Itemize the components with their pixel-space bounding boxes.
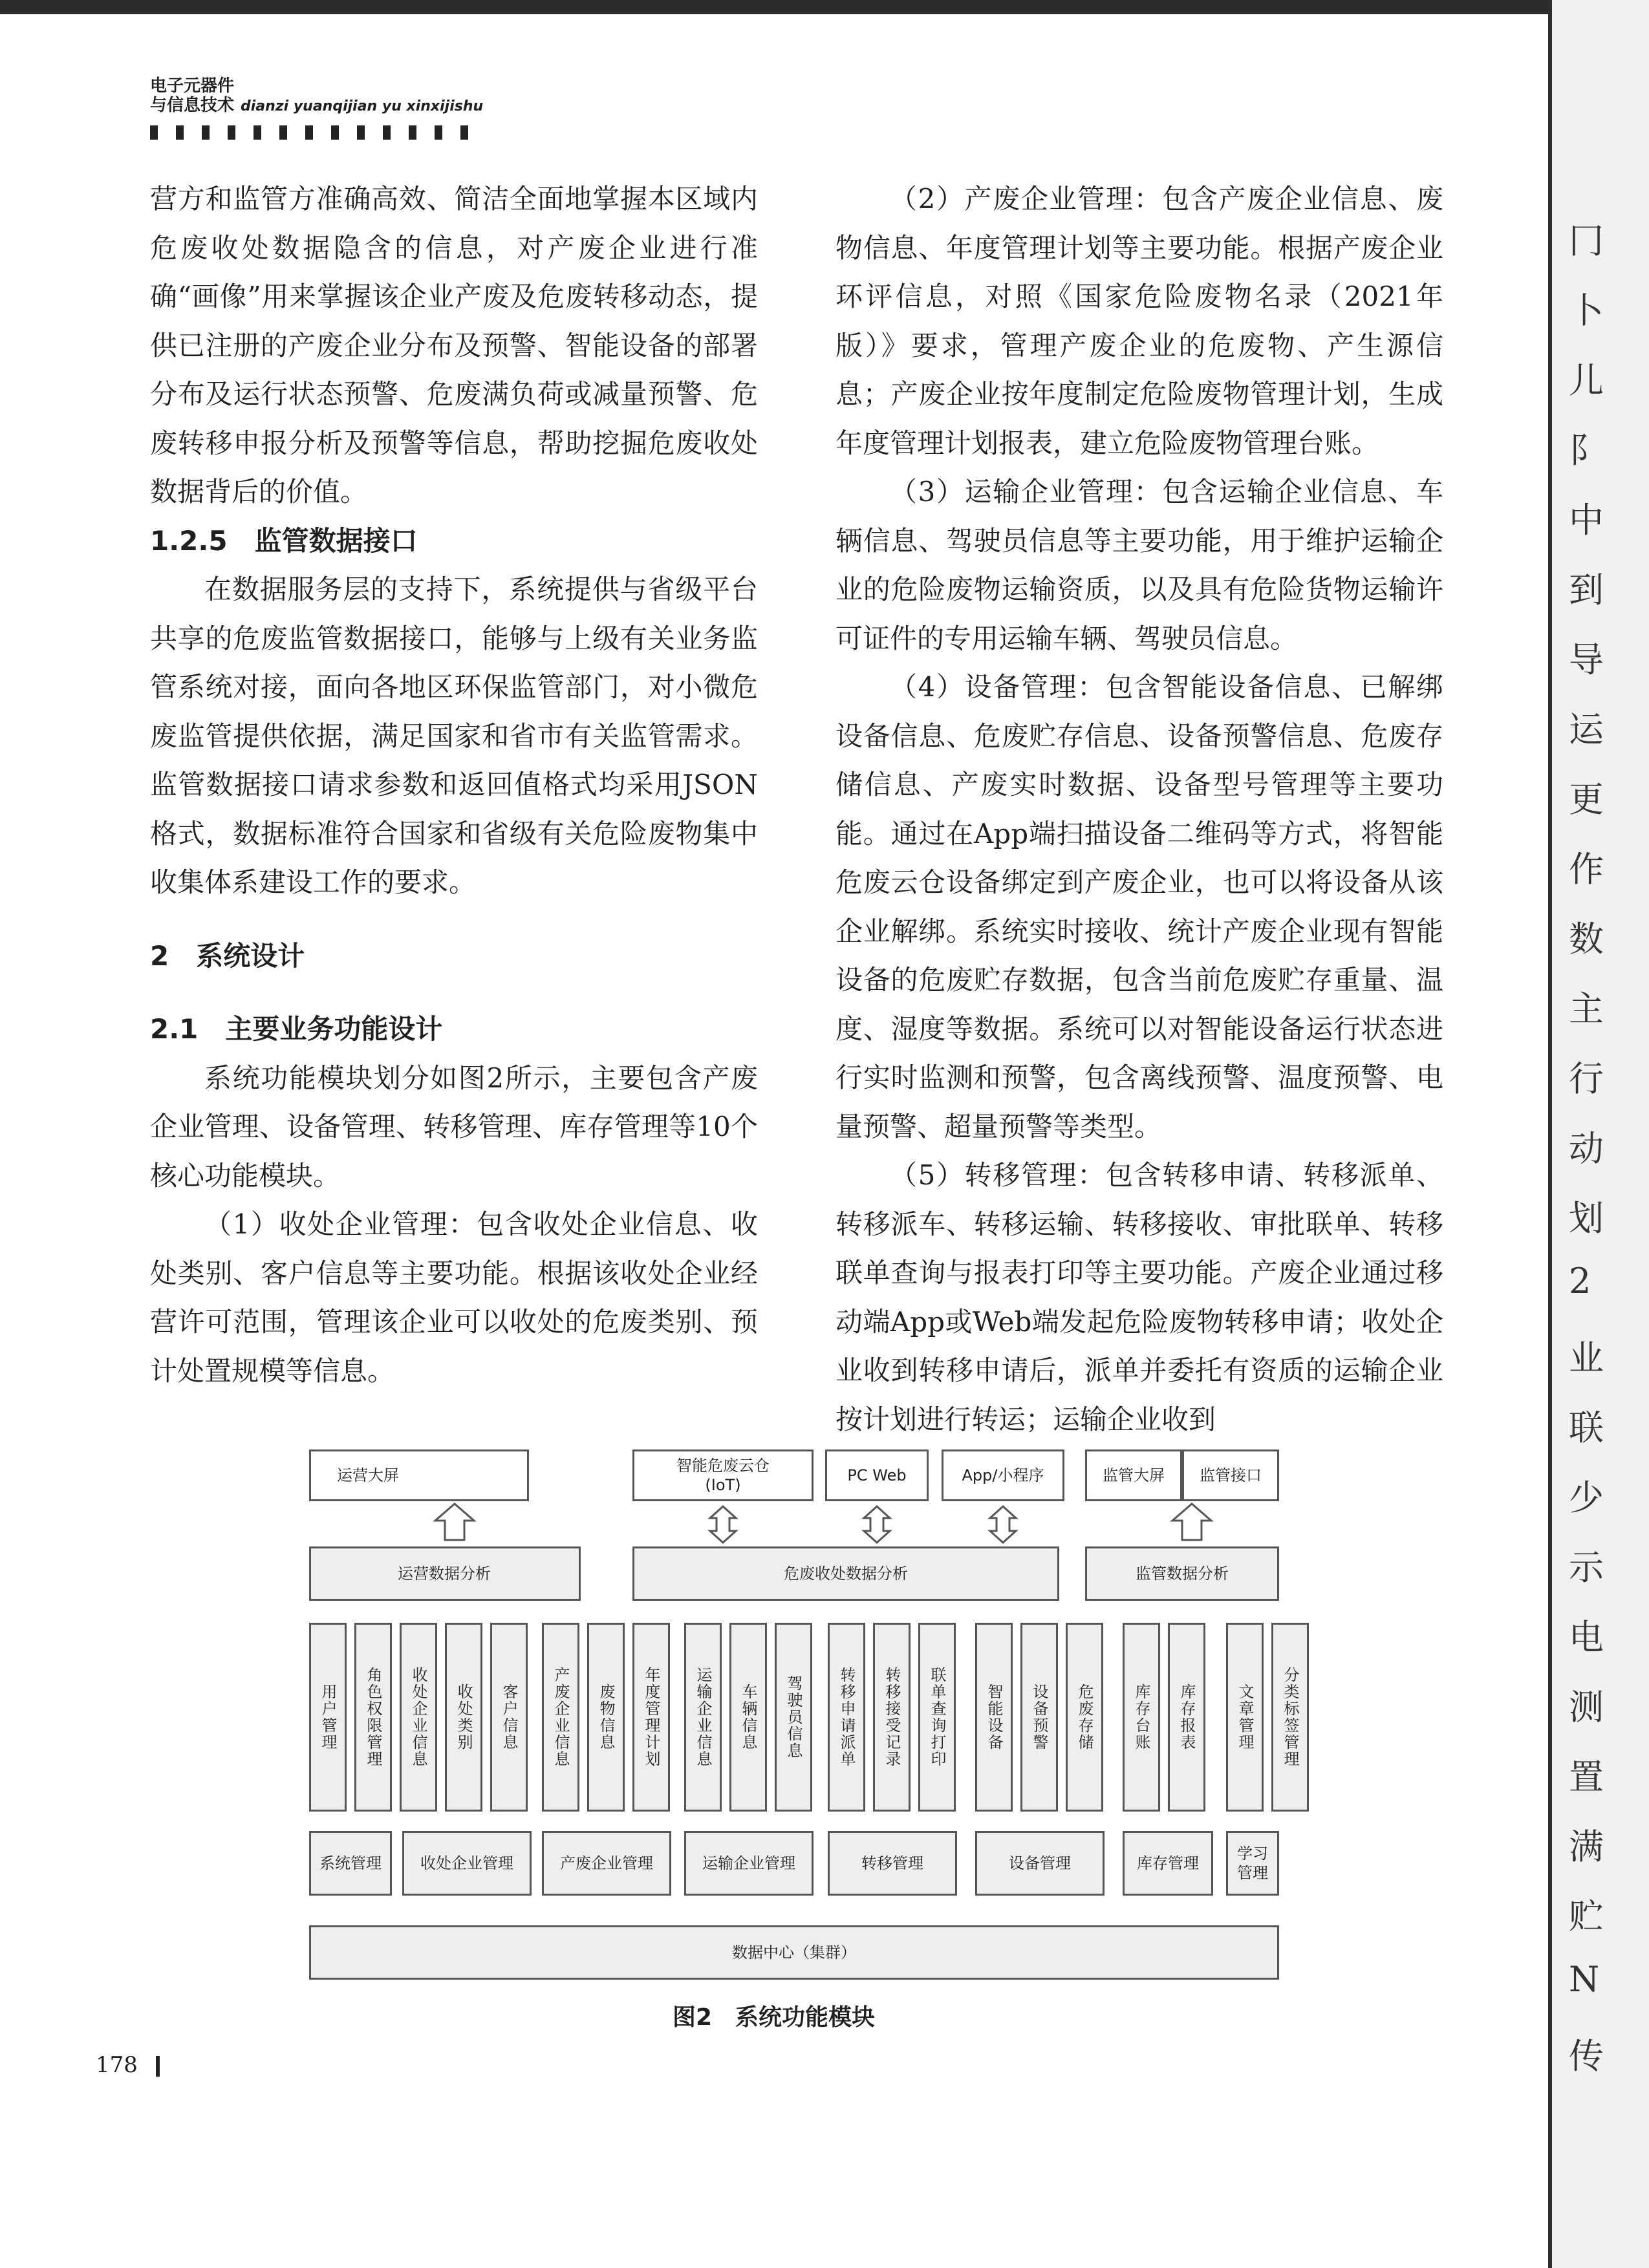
edge-glyph: 少 (1569, 1477, 1604, 1518)
journal-pinyin: dianzi yuanqijian yu xinxijishu (241, 98, 484, 114)
module-box: 转移管理 (828, 1831, 957, 1896)
edge-glyph: 导 (1569, 639, 1604, 680)
module-box: 学习管理 (1226, 1831, 1279, 1896)
right-column (835, 175, 1443, 1444)
edge-glyph: 作 (1569, 849, 1604, 890)
paragraph: （1）收处企业管理：包含收处企业信息、收处类别、客户信息等主要功能。根据该收处企业经营许可范围，管理该企业可以收处的危废类别、预计处置规模等信息。 (150, 1208, 758, 1387)
feature-box: 产废企业信息 (542, 1623, 579, 1812)
figure-caption: 图2 系统功能模块 (673, 2004, 876, 2031)
iot-label: 智能危废云仓 (676, 1457, 770, 1475)
edge-glyph: 到 (1569, 570, 1604, 610)
feature-box: 年度管理计划 (632, 1623, 670, 1812)
page-number: 178 (96, 2052, 160, 2078)
feature-box: 库存报表 (1168, 1623, 1205, 1812)
iot-box (632, 1450, 814, 1501)
edge-glyph: 划 (1569, 1198, 1604, 1239)
section-heading-1-2-5: 1.2.5 监管数据接口 (150, 524, 418, 557)
feature-box: 危废存储 (1066, 1623, 1103, 1812)
edge-glyph: N (1569, 1959, 1600, 2000)
figure-system-function-modules (296, 1450, 1299, 1980)
edge-glyph: 联 (1569, 1407, 1604, 1448)
feature-box: 设备预警 (1020, 1623, 1058, 1812)
up-arrow (1172, 1504, 1211, 1540)
feature-box: 智能设备 (975, 1623, 1013, 1812)
feature-box: 分类标签管理 (1271, 1623, 1309, 1812)
sup-screen-box: 监管大屏 (1085, 1450, 1182, 1501)
journal-title-line1: 电子元器件 (150, 76, 235, 96)
paragraph: 在数据服务层的支持下，系统提供与省级平台共享的危废监管数据接口，能够与上级有关业务监管系统对接，面向各地区环保监管部门，对小微危废监管提供依据，满足国家和省市有关监管需求。监管数据接口请求参数和返回值格式均采用JSON格式，数据标准符合国家和省级有关危险废物集中收集体系建设工作的要求。 (150, 573, 758, 898)
iot-sublabel: (IoT) (705, 1476, 741, 1494)
double-arrow (710, 1506, 736, 1543)
module-box: 设备管理 (975, 1831, 1105, 1896)
paragraph: （2）产废企业管理：包含产废企业信息、废物信息、年度管理计划等主要功能。根据产废企业环评信息，对照《国家危险废物名录（2021年版）》要求，管理产废企业的危废物、产生源信息；产废企业按年度制定危险废物管理计划，生成年度管理计划报表，建立危险废物管理台账。 (835, 183, 1443, 459)
edge-glyph: 阝 (1569, 430, 1604, 471)
edge-glyph: 动 (1569, 1128, 1604, 1169)
module-box: 系统管理 (309, 1831, 392, 1896)
edge-glyph: 贮 (1569, 1896, 1604, 1937)
edge-glyph: 更 (1569, 779, 1604, 820)
module-box: 库存管理 (1123, 1831, 1213, 1896)
edge-glyph: 运 (1569, 709, 1604, 750)
double-arrow (990, 1506, 1016, 1543)
feature-box: 收处企业信息 (400, 1623, 437, 1812)
feature-box: 收处类别 (445, 1623, 482, 1812)
pcweb-box: PC Web (825, 1450, 929, 1501)
feature-box: 角色权限管理 (354, 1623, 392, 1812)
module-box: 收处企业管理 (402, 1831, 532, 1896)
sup-analysis-box: 监管数据分析 (1085, 1546, 1279, 1601)
edge-glyph: 满 (1569, 1826, 1604, 1867)
feature-box: 用户管理 (309, 1623, 347, 1812)
sup-api-box: 监管接口 (1182, 1450, 1279, 1501)
edge-glyph: 卜 (1569, 290, 1604, 331)
section-heading-2: 2 系统设计 (150, 939, 305, 972)
data-center-box: 数据中心（集群） (309, 1925, 1279, 1980)
module-box: 产废企业管理 (542, 1831, 671, 1896)
feature-box: 驾驶员信息 (775, 1623, 812, 1812)
feature-box: 转移申请派单 (828, 1623, 865, 1812)
feature-box: 客户信息 (490, 1623, 528, 1812)
edge-glyph: 儿 (1569, 360, 1604, 401)
ops-analysis-box: 运营数据分析 (309, 1546, 581, 1601)
edge-glyph: 示 (1569, 1547, 1604, 1588)
feature-box: 废物信息 (587, 1623, 625, 1812)
app-box: App/小程序 (942, 1450, 1064, 1501)
paragraph: （3）运输企业管理：包含运输企业信息、车辆信息、驾驶员信息等主要功能，用于维护运输企业的危险废物运输资质，以及具有危险货物运输许可证件的专用运输车辆、驾驶员信息。 (835, 476, 1443, 654)
journal-decoration (150, 125, 486, 140)
feature-box: 车辆信息 (729, 1623, 767, 1812)
edge-glyph: 行 (1569, 1058, 1604, 1099)
edge-glyph: 电 (1569, 1617, 1604, 1658)
ops-screen-box: 运营大屏 (309, 1450, 529, 1501)
double-arrow (864, 1506, 890, 1543)
edge-glyph: 置 (1569, 1757, 1604, 1797)
edge-glyph: 业 (1569, 1338, 1604, 1378)
paragraph: 营方和监管方准确高效、简洁全面地掌握本区域内危废收处数据隐含的信息，对产废企业进行准确“画像”用来掌握该企业产废及危废转移动态，提供已注册的产废企业分布及预警、智能设备的部署分布及运行状态预警、危废满负荷或减量预警、危废转移申报分析及预警等信息，帮助挖掘危废收处数据背后的价值。 (150, 183, 758, 508)
left-column (150, 175, 758, 1395)
module-box: 运输企业管理 (684, 1831, 814, 1896)
edge-glyph: 冂 (1569, 220, 1604, 261)
edge-glyph: 中 (1569, 500, 1604, 540)
paragraph: （4）设备管理：包含智能设备信息、已解绑设备信息、危废贮存信息、设备预警信息、危废存储信息、产废实时数据、设备型号管理等主要功能。通过在App端扫描设备二维码等方式，将智能危废云仓设备绑定到产废企业，也可以将设备从该企业解绑。系统实时接收、统计产废企业现有智能设备的危废贮存数据，包含当前危废贮存重量、温度、湿度等数据。系统可以对智能设备运行状态进行实时监测和预警，包含离线预警、温度预警、电量预警、超量预警等类型。 (835, 671, 1443, 1142)
connector-arrows (296, 1501, 1279, 1548)
feature-box: 库存台账 (1123, 1623, 1160, 1812)
section-heading-2-1: 2.1 主要业务功能设计 (150, 1013, 443, 1045)
edge-glyph: 2 (1569, 1261, 1591, 1301)
edge-glyph: 测 (1569, 1687, 1604, 1728)
feature-box: 联单查询打印 (918, 1623, 956, 1812)
journal-title-line2: 与信息技术 dianzi yuanqijian yu xinxijishu (150, 96, 484, 115)
journal-header (150, 76, 499, 140)
paragraph: （5）转移管理：包含转移申请、转移派单、转移派车、转移运输、转移接收、审批联单、转移联单查询与报表打印等主要功能。产废企业通过移动端App或Web端发起危险废物转移申请；收处企业收到转移申请后，派单并委托有资质的运输企业按计划进行转运；运输企业收到 (835, 1159, 1443, 1435)
edge-glyph: 主 (1569, 989, 1604, 1029)
up-arrow (435, 1504, 474, 1540)
edge-glyph: 传 (1569, 2036, 1604, 2077)
scan-top-edge (0, 0, 1649, 14)
feature-box: 文章管理 (1226, 1623, 1264, 1812)
waste-analysis-box: 危废收处数据分析 (632, 1546, 1059, 1601)
feature-box: 运输企业信息 (684, 1623, 722, 1812)
feature-box: 转移接受记录 (873, 1623, 911, 1812)
adjacent-page-edge (1548, 0, 1649, 2268)
edge-glyph: 数 (1569, 919, 1604, 959)
paragraph: 系统功能模块划分如图2所示，主要包含产废企业管理、设备管理、转移管理、库存管理等10个核心功能模块。 (150, 1062, 758, 1192)
